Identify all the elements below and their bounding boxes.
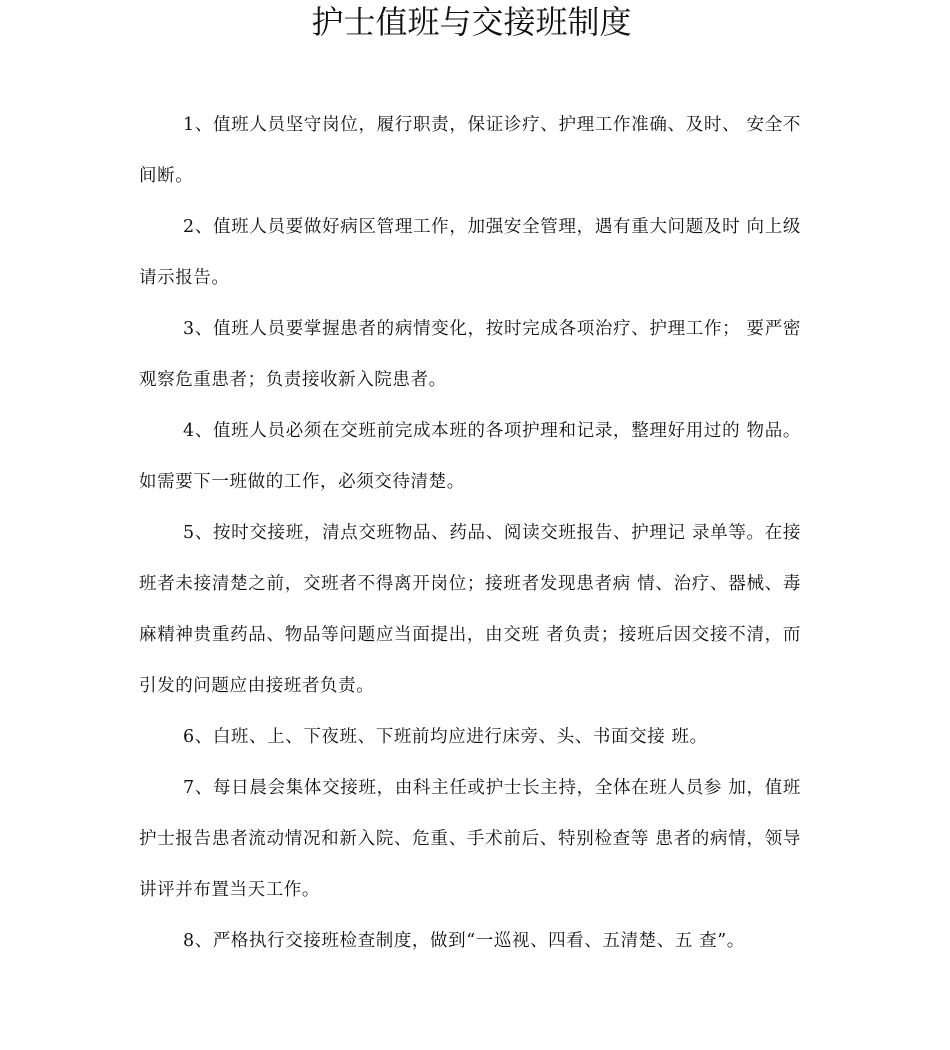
document-body — [139, 100, 801, 967]
paragraph-4: 4、值班人员必须在交班前完成本班的各项护理和记录，整理好用过的 物品。如需要下一班做的工作，必须交待清楚。 — [139, 421, 801, 492]
paragraph-1: 1、值班人员坚守岗位，履行职责，保证诊疗、护理工作准确、及时、 安全不间断。 — [139, 115, 801, 186]
paragraph-3: 3、值班人员要掌握患者的病情变化，按时完成各项治疗、护理工作； 要严密观察危重患者；负责接收新入院患者。 — [139, 319, 801, 390]
paragraph-6: 6、白班、上、下夜班、下班前均应进行床旁、头、书面交接 班。 — [183, 727, 708, 747]
paragraph-5: 5、按时交接班，清点交班物品、药品、阅读交班报告、护理记 录单等。在接班者未接清楚之前，交班者不得离开岗位；接班者发现患者病 情、治疗、器械、毒麻精神贵重药品、物品等问题应当面提出，由交班 者负责；接班后因交接不清，而引发的问题应由接班者负责。 — [139, 523, 801, 696]
document-title: 护士值班与交接班制度 — [311, 3, 632, 41]
paragraph-8: 8、严格执行交接班检查制度，做到“一巡视、四看、五清楚、五 查”。 — [183, 931, 745, 951]
paragraph-2: 2、值班人员要做好病区管理工作，加强安全管理，遇有重大问题及时 向上级请示报告。 — [139, 217, 801, 288]
paragraph-7: 7、每日晨会集体交接班，由科主任或护士长主持，全体在班人员参 加，值班护士报告患者流动情况和新入院、危重、手术前后、特别检查等 患者的病情，领导讲评并布置当天工作。 — [139, 778, 801, 900]
